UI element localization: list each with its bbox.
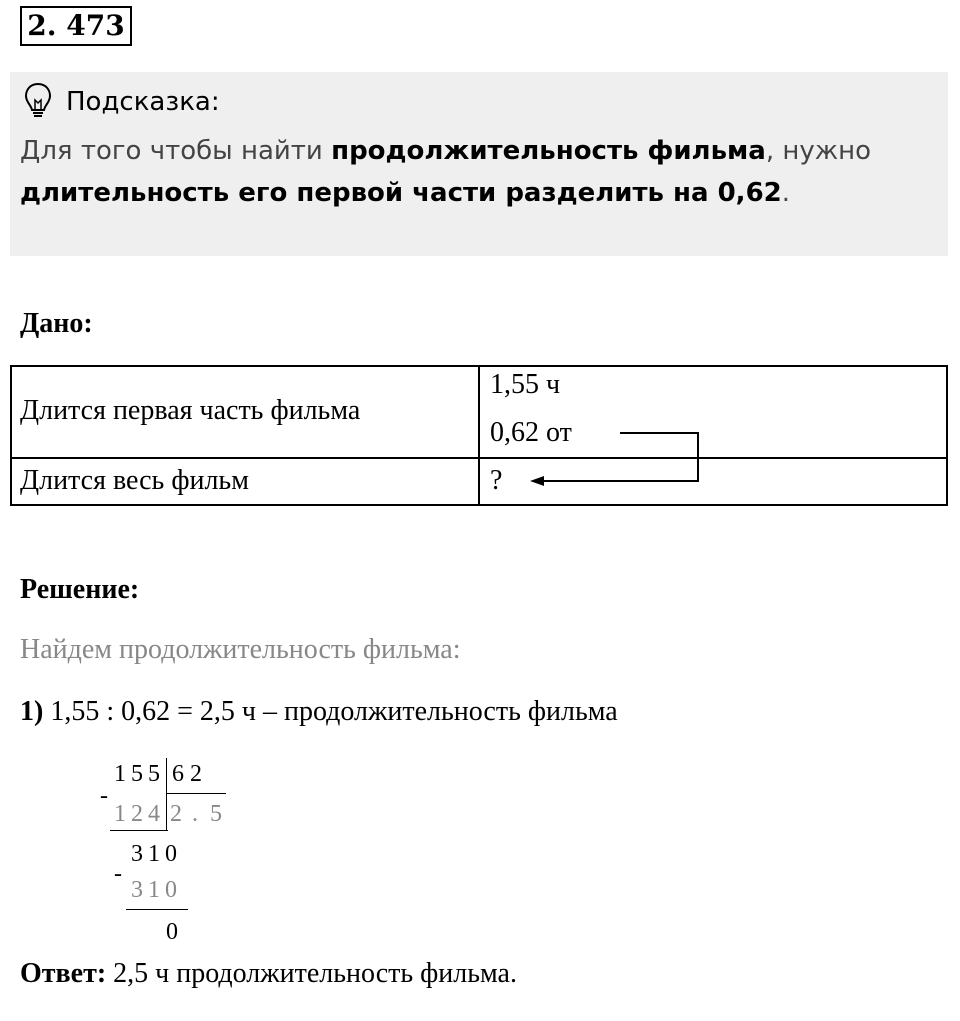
given-value-whole: ? xyxy=(490,465,503,496)
hint-text: Для того чтобы найти продолжительность фильма, нужно длительность его первой части разделить на 0,62. xyxy=(20,136,872,208)
given-label-first-part: Длится первая часть фильма xyxy=(20,395,361,426)
lightbulb-icon xyxy=(24,82,52,120)
task-number: 2. 473 xyxy=(20,6,132,46)
solution-title: Решение: xyxy=(20,574,140,605)
given-value-fraction: 0,62 от xyxy=(490,417,572,448)
solution-step-1: 1) 1,55 : 0,62 = 2,5 ч – продолжительность фильма xyxy=(20,696,618,727)
arrow-icon xyxy=(10,365,948,506)
answer: Ответ: 2,5 ч продолжительность фильма. xyxy=(20,958,517,989)
hint-title: Подсказка: xyxy=(66,87,220,117)
given-table xyxy=(10,365,948,506)
given-value-first-part: 1,55 ч xyxy=(490,369,561,400)
solution-intro: Найдем продолжительность фильма: xyxy=(20,634,461,665)
given-title: Дано: xyxy=(20,308,93,339)
hint-box xyxy=(10,72,948,256)
given-label-whole: Длится весь фильм xyxy=(20,465,249,496)
